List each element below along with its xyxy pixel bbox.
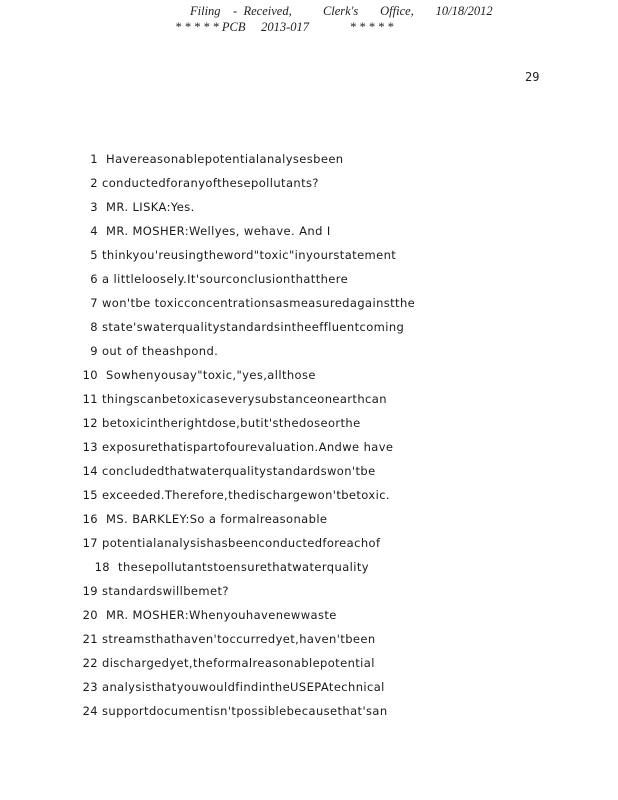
line-text: thingscanbetoxicaseverysubstanceonearthcan (102, 392, 387, 406)
line-text: thesepollutantstoensurethatwaterquality (114, 560, 369, 574)
line-text: standardswillbemet? (102, 584, 229, 598)
transcript-line (80, 680, 540, 704)
transcript-line (80, 704, 540, 728)
line-number: 24 (82, 704, 98, 718)
transcript-line (80, 224, 540, 248)
line-text: exceeded.Therefore,thedischargewon'tbetoxic. (102, 488, 390, 502)
line-text: state'swaterqualitystandardsintheeffluentcoming (102, 320, 405, 334)
transcript-line (80, 200, 540, 224)
line-number: 21 (82, 632, 98, 646)
transcript-line (80, 320, 540, 344)
line-text: dischargedyet,theformalreasonablepotential (102, 656, 375, 670)
line-text: Havereasonablepotentialanalysesbeen (102, 152, 344, 166)
line-number: 12 (82, 416, 98, 430)
line-text: exposurethatispartofourevaluation.Andwe have (102, 440, 394, 454)
line-number: 13 (82, 440, 98, 454)
line-number: 16 (82, 512, 98, 526)
line-number: 8 (90, 320, 98, 334)
transcript-line (80, 248, 540, 272)
transcript-line (80, 176, 540, 200)
transcript-line (80, 560, 540, 584)
line-text: MS. BARKLEY:So a formalreasonable (102, 512, 328, 526)
line-number: 3 (90, 200, 98, 214)
transcript-line (80, 512, 540, 536)
line-number: 18 (94, 560, 110, 574)
transcript-line (80, 536, 540, 560)
line-number: 15 (82, 488, 98, 502)
line-text: betoxicintherightdose,butit'sthedoseorthe (102, 416, 361, 430)
line-text: won'tbe toxicconcentrationsasmeasuredagainstthe (102, 296, 416, 310)
line-number: 22 (82, 656, 98, 670)
line-text: concludedthatwaterqualitystandardswon'tbe (102, 464, 376, 478)
transcript-line (80, 368, 540, 392)
line-number: 20 (82, 608, 98, 622)
transcript-body (80, 152, 540, 728)
line-number: 17 (82, 536, 98, 550)
line-number: 5 (90, 248, 98, 262)
transcript-line (80, 272, 540, 296)
line-number: 14 (82, 464, 98, 478)
line-text: MR. LISKA:Yes. (102, 200, 195, 214)
transcript-line (80, 296, 540, 320)
line-text: thinkyou'reusingtheword"toxic"inyourstatement (102, 248, 397, 262)
transcript-line (80, 416, 540, 440)
transcript-line (80, 392, 540, 416)
transcript-line (80, 488, 540, 512)
transcript-line (80, 464, 540, 488)
line-number: 7 (90, 296, 98, 310)
line-number: 2 (90, 176, 98, 190)
line-number: 23 (82, 680, 98, 694)
line-text: a littleloosely.It'sourconclusionthatthere (102, 272, 349, 286)
line-text: conductedforanyofthesepollutants? (102, 176, 319, 190)
filing-stamp-header: Filing - Received, Clerk's Office, 10/18/2012 (190, 4, 493, 18)
line-text: analysisthatyouwouldfindintheUSEPAtechnical (102, 680, 385, 694)
line-number: 19 (82, 584, 98, 598)
line-number: 1 (90, 152, 98, 166)
line-number: 4 (90, 224, 98, 238)
transcript-line (80, 344, 540, 368)
transcript-line (80, 152, 540, 176)
line-text: supportdocumentisn'tpossiblebecausethat'san (102, 704, 388, 718)
line-number: 6 (90, 272, 98, 286)
line-text: out of theashpond. (102, 344, 219, 358)
line-text: streamsthathaven'toccurredyet,haven'tbeen (102, 632, 376, 646)
transcript-line (80, 656, 540, 680)
filing-stamp-case-number: * * * * * PCB 2013-017 * * * * * (175, 20, 394, 34)
line-number: 9 (90, 344, 98, 358)
transcript-line (80, 440, 540, 464)
line-text: potentialanalysishasbeenconductedforeachof (102, 536, 381, 550)
transcript-line (80, 632, 540, 656)
line-number: 10 (82, 368, 98, 382)
line-number: 11 (82, 392, 98, 406)
page-number: 29 (525, 70, 540, 84)
transcript-line (80, 608, 540, 632)
line-text: MR. MOSHER:Wellyes, wehave. And I (102, 224, 331, 238)
transcript-line (80, 584, 540, 608)
line-text: Sowhenyousay"toxic,"yes,allthose (102, 368, 316, 382)
line-text: MR. MOSHER:Whenyouhavenewwaste (102, 608, 337, 622)
